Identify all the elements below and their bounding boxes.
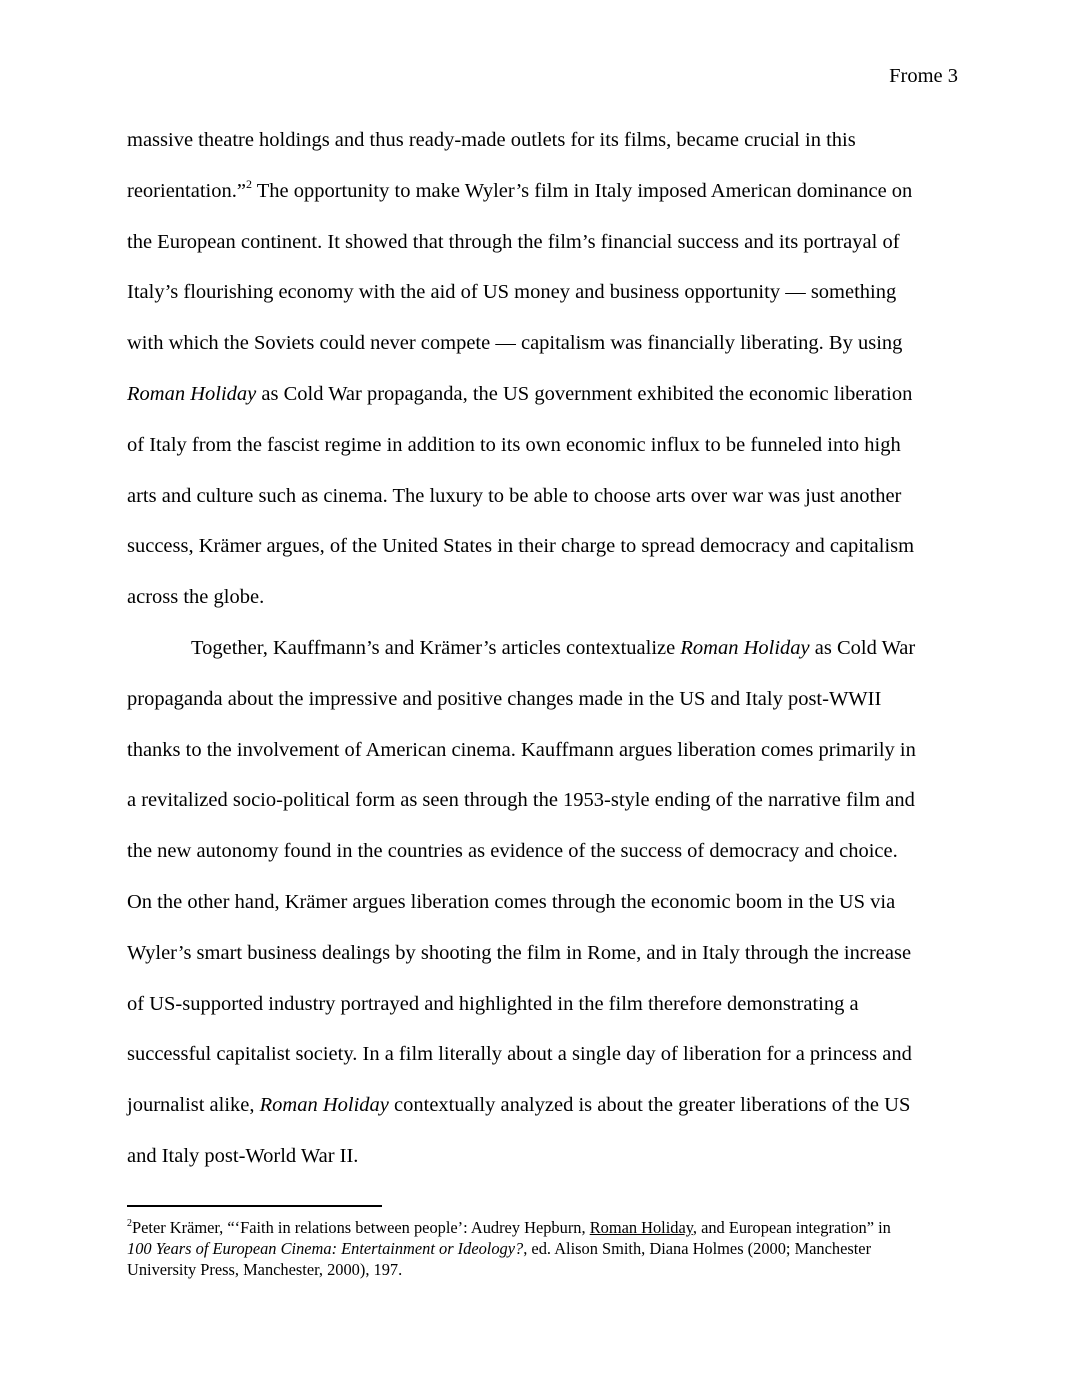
body-line: the new autonomy found in the countries as evidence of the success of democracy and choice. [127,840,898,863]
book-title: 100 Years of European Cinema: Entertainment or Ideology? [127,1239,524,1258]
body-line: a revitalized socio-political form as seen through the 1953-style ending of the narrative film and [127,789,915,812]
body-line: Together, Kauffmann’s and Krämer’s articles contextualize Roman Holiday as Cold War [191,636,916,659]
footnote-reference: 2 [245,176,252,191]
body-line: reorientation.”$^2$ The opportunity to make Wyler’s film in Italy imposed American dominance on [127,176,913,202]
body-line: of US-supported industry portrayed and highlighted in the film therefore demonstrating a [127,992,859,1015]
body-line: and Italy post-World War II. [127,1144,359,1167]
footnote-separator [127,1205,382,1207]
running-head: Frome 3 [889,65,958,87]
body-line: massive theatre holdings and thus ready-made outlets for its films, became crucial in this [127,129,856,151]
body-line: of Italy from the fascist regime in addition to its own economic influx to be funneled into high [127,433,901,456]
body-line: arts and culture such as cinema. The luxury to be able to choose arts over war was just another [127,484,902,507]
film-title: Roman Holiday [259,1094,389,1117]
footnote-marker: 2 [127,1217,132,1229]
body-line: success, Krämer argues, of the United States in their charge to spread democracy and capitalism [127,535,915,558]
body-line: successful capitalist society. In a film literally about a single day of liberation for a princess and [127,1043,912,1066]
footnote-line: University Press, Manchester, 2000), 197. [127,1260,403,1279]
body-line: On the other hand, Krämer argues liberation comes through the economic boom in the US via [127,890,896,913]
footnote [127,1217,967,1280]
film-title: Roman Holiday [680,636,810,659]
body-line: propaganda about the impressive and positive changes made in the US and Italy post-WWII [127,687,882,710]
body-line: Wyler’s smart business dealings by shooting the film in Rome, and in Italy through the increase [127,941,912,964]
body-line: journalist alike, Roman Holiday contextually analyzed is about the greater liberations of the US [127,1094,911,1117]
body-line: the European continent. It showed that through the film’s financial success and its portrayal of [127,230,900,253]
body-line: across the globe. [127,586,265,609]
film-title: Roman Holiday [127,382,257,405]
body-line: Roman Holiday as Cold War propaganda, the US government exhibited the economic liberation [127,382,913,405]
body-text [127,115,953,1182]
body-line: with which the Soviets could never compete — capitalism was financially liberating. By using [127,332,903,355]
footnote-line: $^2$Peter Krämer, “‘Faith in relations between people’: Audrey Hepburn, Roman Holiday, and European integration” in [127,1217,891,1237]
body-line: Italy’s flourishing economy with the aid of US money and business opportunity — something [127,281,897,304]
footnote-line: 100 Years of European Cinema: Entertainment or Ideology?, ed. Alison Smith, Diana Holmes (2000; Manchester [127,1239,872,1258]
underlined-title: Roman Holiday [589,1218,693,1237]
body-line: thanks to the involvement of American cinema. Kauffmann argues liberation comes primarily in [127,738,916,761]
